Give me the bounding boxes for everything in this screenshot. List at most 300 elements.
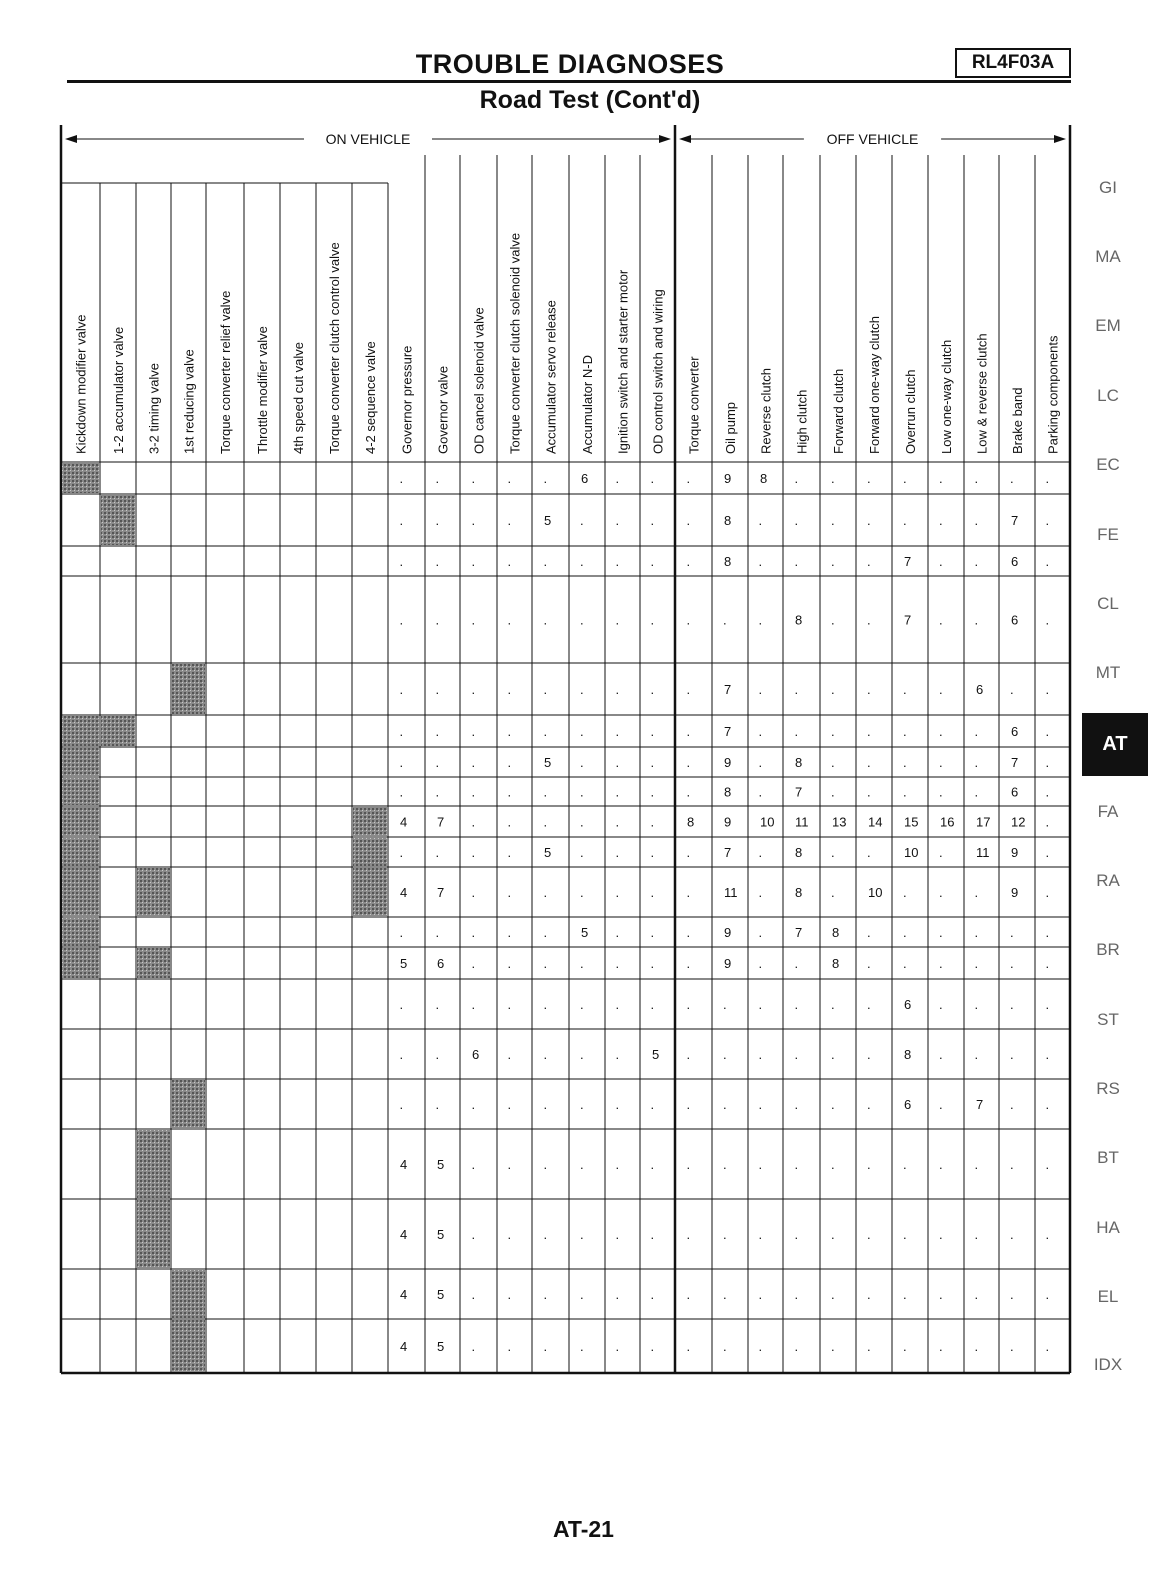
table-cell: . (507, 724, 512, 739)
table-cell: . (507, 471, 512, 486)
table-cell: . (471, 471, 476, 486)
side-tab-lc[interactable]: LC (1097, 386, 1119, 405)
table-cell: . (794, 997, 799, 1012)
page-subtitle: Road Test (Cont'd) (479, 86, 701, 114)
table-cell: . (867, 554, 871, 569)
table-cell: . (867, 612, 871, 628)
table-cell: . (399, 1047, 404, 1062)
table-cell: . (507, 1157, 512, 1172)
table-cell: . (615, 471, 620, 486)
table-cell: . (867, 997, 871, 1012)
column-header: OD control switch and wiring (650, 289, 666, 454)
table-cell: . (580, 814, 584, 830)
table-cell: . (1045, 554, 1050, 569)
table-cell: . (507, 682, 512, 697)
table-cell: 15 (904, 814, 919, 830)
side-tab-fe[interactable]: FE (1097, 525, 1119, 544)
table-cell: . (1045, 784, 1050, 800)
table-cell: . (867, 1287, 871, 1302)
table-cell: . (471, 956, 476, 971)
table-cell: . (686, 755, 691, 770)
table-cell: . (615, 1047, 620, 1062)
table-cell: . (650, 1339, 655, 1354)
table-cell: . (543, 612, 548, 628)
side-tab-bt[interactable]: BT (1097, 1148, 1119, 1167)
side-tab-idx[interactable]: IDX (1093, 1355, 1123, 1374)
shaded-cell (172, 1270, 205, 1318)
table-cell: . (686, 997, 691, 1012)
table-cell: . (543, 1047, 548, 1062)
table-cell: . (507, 755, 512, 770)
table-cell: . (723, 1157, 727, 1172)
table-cell: 11 (795, 814, 809, 830)
table-cell: . (471, 1227, 476, 1242)
table-cell: . (543, 554, 548, 569)
table-cell: . (543, 956, 548, 971)
table-cell: . (1010, 956, 1014, 971)
table-cell: . (543, 885, 548, 900)
table-cell: 5 (437, 1157, 445, 1172)
table-cell: . (507, 925, 512, 940)
table-cell: . (580, 885, 584, 900)
table-cell: . (507, 814, 512, 830)
table-cell: . (650, 554, 655, 569)
table-cell: . (1045, 925, 1050, 940)
table-cell: . (471, 1287, 476, 1302)
column-header: Accumulator servo release (543, 300, 559, 454)
table-cell: 8 (795, 612, 803, 628)
side-tab-st[interactable]: ST (1097, 1010, 1119, 1029)
table-cell: 5 (652, 1047, 660, 1062)
table-cell: . (543, 1339, 548, 1354)
table-cell: . (543, 925, 548, 940)
table-cell: . (939, 885, 943, 900)
table-cell: . (686, 784, 691, 800)
side-tab-em[interactable]: EM (1095, 316, 1121, 335)
table-cell: . (471, 1097, 476, 1112)
table-cell: . (615, 724, 620, 739)
table-cell: 7 (437, 814, 445, 830)
table-cell: 6 (1011, 554, 1019, 569)
table-cell: . (686, 612, 691, 628)
shaded-cell (137, 1200, 170, 1268)
table-cell: . (686, 1097, 691, 1112)
table-cell: . (723, 1227, 727, 1242)
table-cell: . (758, 724, 763, 739)
table-cell: . (471, 554, 476, 569)
table-cell: . (1045, 755, 1050, 770)
table-cell: . (435, 1097, 440, 1112)
table-cell: . (1010, 1339, 1014, 1354)
table-cell: . (758, 997, 763, 1012)
table-cell: . (974, 755, 979, 770)
table-cell: . (903, 513, 907, 528)
side-tab-cl[interactable]: CL (1097, 594, 1119, 613)
table-cell: . (1045, 471, 1050, 486)
table-cell: . (435, 554, 440, 569)
table-cell: . (650, 956, 655, 971)
table-cell: . (615, 1339, 620, 1354)
shaded-cell (353, 807, 387, 836)
table-cell: . (507, 997, 512, 1012)
table-cell: . (507, 885, 512, 900)
column-header: 3-2 timing valve (146, 362, 162, 454)
table-cell: . (974, 1157, 979, 1172)
table-cell: . (615, 612, 620, 628)
table-cell: . (650, 1157, 655, 1172)
side-tab-mt[interactable]: MT (1095, 663, 1121, 682)
table-cell: . (650, 784, 655, 800)
shaded-cell (101, 716, 135, 746)
table-cell: . (580, 845, 584, 860)
table-cell: . (867, 1227, 871, 1242)
table-cell: . (974, 1047, 979, 1062)
table-cell: . (471, 885, 476, 900)
table-cell: . (650, 925, 655, 940)
table-cell: 6 (904, 1097, 912, 1112)
column-header: Reverse clutch (758, 368, 774, 454)
shaded-cell (62, 716, 99, 746)
table-cell: . (471, 845, 476, 860)
table-cell: . (580, 1047, 584, 1062)
shaded-cell (137, 948, 170, 978)
table-cell: . (686, 1157, 691, 1172)
table-cell: . (831, 612, 835, 628)
side-tab-ha[interactable]: HA (1096, 1218, 1120, 1237)
table-cell: . (615, 513, 620, 528)
table-cell: . (939, 845, 943, 860)
table-cell: . (831, 885, 835, 900)
table-cell: . (939, 1227, 943, 1242)
table-cell: 7 (795, 925, 803, 940)
table-cell: . (831, 682, 835, 697)
column-header: 4-2 sequence valve (363, 341, 378, 454)
table-cell: . (471, 1157, 476, 1172)
table-cell: 9 (724, 814, 732, 830)
table-cell: . (867, 755, 871, 770)
table-cell: . (650, 997, 655, 1012)
shaded-cell (137, 1130, 170, 1198)
table-cell: . (903, 956, 907, 971)
table-cell: . (903, 1339, 907, 1354)
table-cell: . (939, 513, 943, 528)
table-cell: . (686, 1339, 691, 1354)
table-cell: . (867, 1047, 871, 1062)
table-cell: . (686, 885, 691, 900)
table-cell: . (758, 513, 763, 528)
table-cell: 5 (437, 1339, 445, 1354)
table-cell: 10 (904, 845, 919, 860)
side-tab-at[interactable]: AT (1082, 713, 1148, 776)
column-header: 1st reducing valve (181, 349, 197, 454)
side-tab-ec[interactable]: EC (1096, 455, 1120, 474)
side-tab-fa[interactable]: FA (1097, 802, 1119, 821)
table-cell: . (543, 1287, 548, 1302)
table-cell: . (939, 925, 943, 940)
table-cell: . (1010, 1047, 1014, 1062)
table-cell: . (543, 724, 548, 739)
side-tab-ma[interactable]: MA (1095, 247, 1121, 266)
table-cell: . (1045, 956, 1050, 971)
table-cell: . (543, 471, 548, 486)
table-cell: 8 (795, 885, 803, 900)
table-cell: . (831, 724, 835, 739)
table-cell: 10 (760, 814, 775, 830)
table-cell: . (435, 1047, 440, 1062)
table-cell: 5 (544, 845, 552, 860)
table-cell: . (903, 471, 907, 486)
table-cell: . (1010, 925, 1014, 940)
table-cell: . (435, 845, 440, 860)
table-cell: 13 (832, 814, 847, 830)
table-cell: . (435, 755, 440, 770)
table-cell: . (903, 755, 907, 770)
table-cell: . (686, 1287, 691, 1302)
shaded-cell (62, 807, 99, 836)
table-cell: 8 (687, 814, 695, 830)
table-cell: . (580, 1339, 584, 1354)
shaded-cell (62, 948, 99, 978)
table-cell: . (507, 1097, 512, 1112)
column-header: High clutch (794, 389, 810, 454)
table-cell: . (794, 1287, 799, 1302)
table-cell: 6 (1011, 784, 1019, 800)
table-cell: . (399, 784, 404, 800)
table-cell: . (615, 1157, 620, 1172)
table-cell: 7 (724, 845, 732, 860)
table-cell: . (650, 1287, 655, 1302)
table-cell: . (939, 956, 943, 971)
table-cell: 8 (795, 755, 803, 770)
table-cell: . (867, 471, 871, 486)
table-cell: . (974, 1287, 979, 1302)
table-cell: . (1045, 1339, 1050, 1354)
table-cell: 8 (724, 554, 732, 569)
table-cell: . (1045, 1157, 1050, 1172)
table-cell: . (758, 1227, 763, 1242)
table-cell: 7 (795, 784, 803, 800)
table-cell: . (831, 471, 835, 486)
table-cell: . (867, 1339, 871, 1354)
shaded-cell (353, 868, 387, 916)
table-cell: . (543, 682, 548, 697)
table-cell: . (1045, 1097, 1050, 1112)
table-cell: 5 (437, 1227, 445, 1242)
table-cell: . (615, 1227, 620, 1242)
table-cell: . (939, 997, 943, 1012)
table-cell: . (1045, 724, 1050, 739)
table-cell: . (974, 925, 979, 940)
table-cell: . (758, 925, 763, 940)
column-header: Torque converter clutch control valve (327, 242, 342, 454)
table-cell: . (831, 845, 835, 860)
table-cell: . (615, 1097, 620, 1112)
table-cell: . (974, 612, 979, 628)
table-cell: . (580, 1157, 584, 1172)
table-cell: . (794, 682, 799, 697)
table-cell: . (650, 612, 655, 628)
table-cell: 8 (795, 845, 803, 860)
table-cell: . (974, 956, 979, 971)
column-header: Governor pressure (399, 345, 415, 454)
side-tab-gi[interactable]: GI (1099, 178, 1117, 197)
table-cell: 9 (724, 471, 732, 486)
table-cell: 6 (976, 682, 984, 697)
shaded-cell (172, 664, 205, 714)
off-vehicle-label-text: OFF VEHICLE (826, 131, 919, 147)
table-cell: . (794, 471, 799, 486)
table-cell: . (974, 471, 979, 486)
table-cell: . (794, 1227, 799, 1242)
side-tab-br[interactable]: BR (1096, 940, 1120, 959)
shaded-cell (353, 838, 387, 866)
table-cell: 9 (724, 925, 732, 940)
table-cell: . (1045, 1287, 1050, 1302)
table-cell: 8 (832, 925, 840, 940)
table-cell: . (723, 997, 727, 1012)
table-cell: . (399, 925, 404, 940)
table-cell: . (794, 513, 799, 528)
table-cell: . (903, 1227, 907, 1242)
table-cell: . (867, 956, 871, 971)
table-cell: . (867, 513, 871, 528)
table-cell: . (399, 612, 404, 628)
table-cell: . (794, 1157, 799, 1172)
table-cell: . (758, 885, 763, 900)
table-cell: . (471, 925, 476, 940)
table-cell: . (903, 1157, 907, 1172)
column-header: Kickdown modifier valve (73, 314, 89, 454)
table-cell: . (471, 513, 476, 528)
table-cell: 4 (400, 885, 408, 900)
page-number: AT-21 (553, 1516, 614, 1542)
column-header: Brake band (1010, 387, 1025, 454)
table-cell: . (471, 814, 476, 830)
side-tab-rs[interactable]: RS (1096, 1079, 1120, 1098)
table-cell: . (580, 1227, 584, 1242)
table-cell: . (1045, 814, 1050, 830)
table-cell: . (758, 956, 763, 971)
table-cell: . (507, 1047, 512, 1062)
table-cell: 10 (868, 885, 883, 900)
column-header: Governor valve (435, 365, 451, 454)
table-cell: . (580, 724, 584, 739)
table-cell: . (974, 513, 979, 528)
table-cell: 7 (437, 885, 445, 900)
column-header: Low one-way clutch (939, 339, 954, 454)
table-cell: . (615, 784, 620, 800)
table-cell: . (723, 612, 727, 628)
table-cell: . (974, 724, 979, 739)
table-cell: . (1010, 1157, 1014, 1172)
table-cell: . (507, 1339, 512, 1354)
table-cell: 5 (437, 1287, 445, 1302)
table-cell: . (580, 513, 584, 528)
table-cell: . (723, 1287, 727, 1302)
table-cell: . (543, 997, 548, 1012)
shaded-cell (62, 778, 99, 805)
table-cell: . (1010, 1287, 1014, 1302)
table-cell: . (1045, 845, 1050, 860)
table-cell: 4 (400, 1339, 408, 1354)
table-cell: . (758, 755, 763, 770)
table-cell: . (615, 1287, 620, 1302)
table-cell: . (471, 724, 476, 739)
side-tab-el[interactable]: EL (1097, 1287, 1119, 1306)
side-tab-ra[interactable]: RA (1096, 871, 1120, 890)
table-cell: . (435, 513, 440, 528)
table-cell: . (794, 956, 799, 971)
table-cell: . (723, 1047, 727, 1062)
table-cell: . (580, 1097, 584, 1112)
table-cell: 6 (472, 1047, 480, 1062)
table-cell: . (615, 682, 620, 697)
model-code-box: RL4F03A (955, 48, 1071, 78)
table-cell: . (758, 682, 763, 697)
table-cell: . (507, 513, 512, 528)
table-cell: . (939, 724, 943, 739)
table-cell: . (903, 682, 907, 697)
table-cell: . (1010, 682, 1014, 697)
table-cell: . (939, 612, 943, 628)
table-cell: . (686, 724, 691, 739)
column-header: OD cancel solenoid valve (471, 307, 487, 454)
table-cell: . (471, 612, 476, 628)
table-cell: . (831, 1047, 835, 1062)
table-cell: . (507, 784, 512, 800)
table-cell: . (686, 471, 691, 486)
table-cell: . (723, 1339, 727, 1354)
table-cell: 16 (940, 814, 955, 830)
table-cell: . (435, 784, 440, 800)
table-cell: . (580, 956, 584, 971)
table-cell: . (794, 1047, 799, 1062)
table-cell: 17 (976, 814, 991, 830)
table-cell: . (758, 1047, 763, 1062)
table-cell: . (758, 1097, 763, 1112)
table-cell: . (543, 1157, 548, 1172)
table-cell: . (867, 724, 871, 739)
table-cell: . (794, 724, 799, 739)
table-cell: . (399, 845, 404, 860)
table-cell: . (1045, 1227, 1050, 1242)
table-cell: . (435, 925, 440, 940)
table-cell: 8 (760, 471, 768, 486)
table-cell: 6 (904, 997, 912, 1012)
table-cell: 9 (724, 956, 732, 971)
table-cell: 5 (581, 925, 589, 940)
table-cell: . (686, 513, 691, 528)
table-cell: 6 (1011, 612, 1019, 628)
table-cell: . (1010, 997, 1014, 1012)
table-cell: . (758, 612, 763, 628)
table-cell: . (435, 997, 440, 1012)
table-cell: . (831, 513, 835, 528)
table-cell: 5 (400, 956, 408, 971)
table-cell: . (399, 1097, 404, 1112)
table-cell: . (1010, 1097, 1014, 1112)
column-header: Accumulator N-D (580, 355, 595, 454)
table-cell: . (650, 885, 655, 900)
table-cell: . (939, 784, 943, 800)
table-cell: 5 (544, 755, 552, 770)
table-cell: . (831, 1227, 835, 1242)
column-header: Low & reverse clutch (974, 333, 990, 454)
table-cell: 11 (724, 885, 738, 900)
column-header: Throttle modifier valve (255, 326, 270, 454)
table-cell: . (939, 1287, 943, 1302)
table-cell: . (615, 845, 620, 860)
